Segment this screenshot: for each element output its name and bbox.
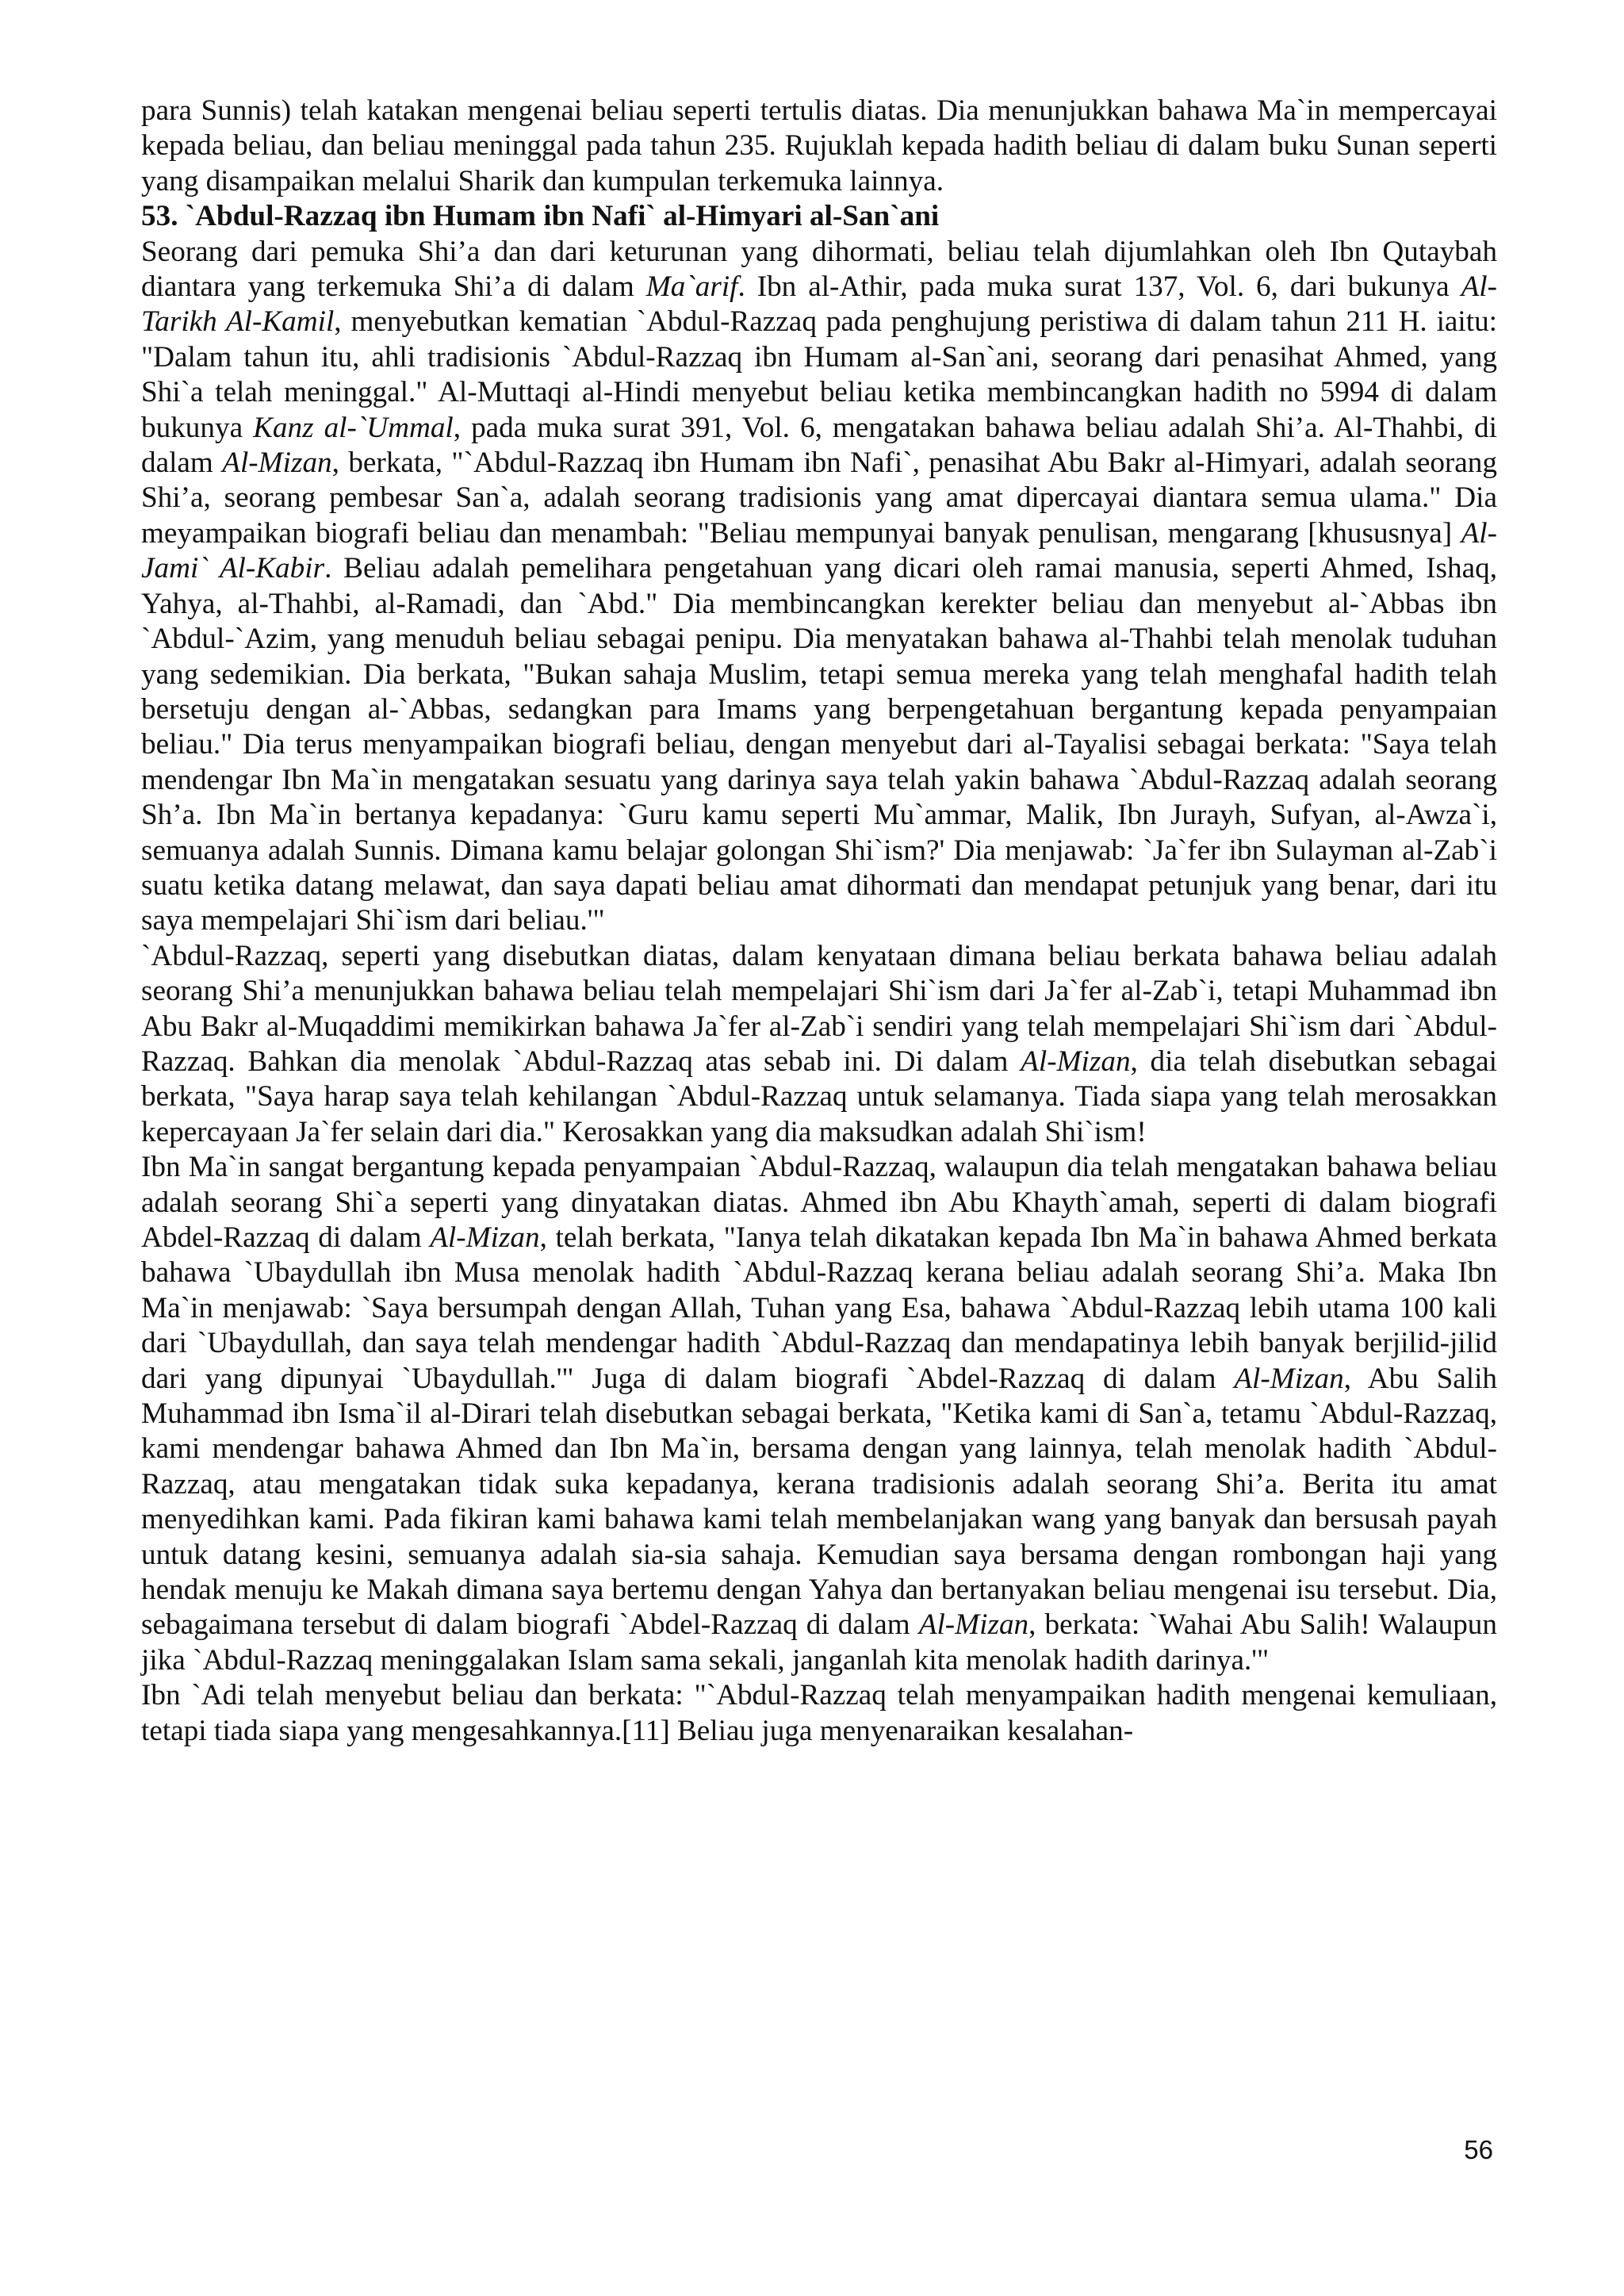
paragraph-text: , Abu Salih Muhammad ibn Isma`il al-Dirari telah disebutkan sebagai berkata, "Ketika kami di San`a, tetamu `Abdul-Razzaq, kami mendengar bahawa Ahmed dan Ibn Ma`in, bersama dengan yang lainnya, telah menolak hadith `Abdul-Razzaq, atau mengatakan tidak suka kepadanya, kerana tradisionis adalah seorang Shi’a. Berita itu amat menyedihkan kami. Pada fikiran kami bahawa kami telah membelanjakan wang yang banyak dan bersusah payah untuk datang kesini, semuanya adalah sia-sia sahaja. Kemudian saya bersama dengan rombongan haji yang hendak menuju ke Makah dimana saya bertemu dengan Yahya dan bertanyakan beliau mengenai isu tersebut. Dia, sebagaimana tersebut di dalam biografi `Abdel-Razzaq di dalam (141, 1362, 1498, 1642)
page-number: 56 (1464, 2135, 1493, 2164)
paragraph-text: para Sunnis) telah katakan mengenai beliau seperti tertulis diatas. Dia menunjukkan bahawa Ma`in mempercayai kepada beliau, dan beliau meninggal pada tahun 235. Rujuklah kepada hadith beliau di dalam buku Sunan seperti yang disampaikan melalui Sharik dan kumpulan terkemuka lainnya. (141, 94, 1497, 197)
paragraph-text: , telah berkata, "Ianya telah dikatakan kepada Ibn Ma`in bahawa Ahmed berkata bahawa `Ubaydullah ibn Musa menolak hadith `Abdul-Razzaq kerana beliau adalah seorang Shi’a. Maka Ibn Ma`in menjawab: `Saya bersumpah dengan Allah, Tuhan yang Esa, bahawa `Abdul-Razzaq lebih utama 100 kali dari `Ubaydullah, dan saya telah mendengar hadith `Abdul-Razzaq dan mendapatinya lebih banyak berjilid-jilid dari yang dipunyai `Ubaydullah.'" Juga di dalam biografi `Abdel-Razzaq di dalam (141, 1221, 1497, 1395)
paragraph-text: Ibn Ma`in sangat bergantung kepada penyampaian `Abdul-Razzaq, walaupun dia telah mengatakan bahawa beliau adalah seorang Shi`a seperti yang dinyatakan diatas. Ahmed ibn Abu Khayth`amah, seperti di dalam biografi Abdel-Razzaq di dalam (141, 1151, 1497, 1254)
paragraph-text: , berkata: `Wahai Abu Salih! Walaupun jika `Abdul-Razzaq meninggalakan Islam sama sekali, janganlah kita menolak hadith darinya.'" (141, 1608, 1497, 1677)
paragraph-4 (141, 1678, 1497, 1749)
paragraph-intro (141, 94, 1497, 199)
book-title: Al-Mizan (1234, 1362, 1344, 1395)
book-title: Al-Mizan (1021, 1045, 1131, 1078)
paragraph-2 (141, 939, 1497, 1150)
paragraph-text: . Ibn al-Athir, pada muka surat 137, Vol. 6, dari bukunya (737, 270, 1461, 304)
book-title: Al-Mizan (430, 1221, 540, 1254)
book-title: Al-Mizan (222, 447, 332, 480)
book-title: Ma`arif (645, 270, 738, 304)
paragraph-text: Seorang dari pemuka Shi’a dan dari keturunan yang dihormati, beliau telah dijumlahkan oleh Ibn Qutaybah diantara yang terkemuka Shi’a di dalam (141, 235, 1497, 304)
paragraph-text: , berkata, "`Abdul-Razzaq ibn Humam ibn Nafi`, penasihat Abu Bakr al-Himyari, adalah seorang Shi’a, seorang pembesar San`a, adalah seorang tradisionis yang amat dipercayai diantara semua ulama." Dia meyampaikan biografi beliau dan menambah: "Beliau mempunyai banyak penulisan, mengarang [khususnya] (141, 447, 1497, 550)
book-title: Al-Tarikh Al-Kamil (141, 270, 1498, 339)
book-title: Al-Jami` Al-Kabir (141, 516, 1497, 585)
paragraph-text: , pada muka surat 391, Vol. 6, mengatakan bahawa beliau adalah Shi’a. Al-Thahbi, di dalam (141, 411, 1497, 480)
paragraph-1 (141, 235, 1497, 939)
book-title: Kanz al-`Ummal (253, 411, 454, 444)
paragraph-text: , menyebutkan kematian `Abdul-Razzaq pada penghujung peristiwa di dalam tahun 211 H. iaitu: "Dalam tahun itu, ahli tradisionis `Abdul-Razzaq ibn Humam al-San`ani, seorang dari penasihat Ahmed, yang Shi`a telah meninggal." Al-Muttaqi al-Hindi menyebut beliau ketika membincangkan hadith no 5994 di dalam bukunya (141, 305, 1497, 444)
section-heading: 53. `Abdul-Razzaq ibn Humam ibn Nafi` al-Himyari al-San`ani (141, 200, 940, 233)
book-title: Al-Mizan (918, 1608, 1029, 1642)
paragraph-text: `Abdul-Razzaq, seperti yang disebutkan diatas, dalam kenyataan dimana beliau berkata bahawa beliau adalah seorang Shi’a menunjukkan bahawa beliau telah mempelajari Shi`ism dari Ja`fer al-Zab`i, tetapi Muhammad ibn Abu Bakr al-Muqaddimi memikirkan bahawa Ja`fer al-Zab`i sendiri yang telah mempelajari Shi`ism dari `Abdul-Razzaq. Bahkan dia menolak `Abdul-Razzaq atas sebab ini. Di dalam (141, 939, 1497, 1078)
paragraph-text: . Beliau adalah pemelihara pengetahuan yang dicari oleh ramai manusia, seperti Ahmed, Ishaq, Yahya, al-Thahbi, al-Ramadi, dan `Abd." Dia membincangkan kerekter beliau dan menyebut al-`Abbas ibn `Abdul-`Azim, yang menuduh beliau sebagai penipu. Dia menyatakan bahawa al-Thahbi telah menolak tuduhan yang sedemikian. Dia berkata, "Bukan sahaja Muslim, tetapi semua mereka yang telah menghafal hadith telah bersetuju dengan al-`Abbas, sedangkan para Imams yang berpengetahuan bergantung kepada penyampaian beliau." Dia terus menyampaikan biografi beliau, dengan menyebut dari al-Tayalisi sebagai berkata: "Saya telah mendengar Ibn Ma`in mengatakan sesuatu yang darinya saya telah yakin bahawa `Abdul-Razzaq adalah seorang Sh’a. Ibn Ma`in bertanya kepadanya: `Guru kamu seperti Mu`ammar, Malik, Ibn Jurayh, Sufyan, al-Awza`i, semuanya adalah Sunnis. Dimana kamu belajar golongan Shi`ism?' Dia menjawab: `Ja`fer ibn Sulayman al-Zab`i suatu ketika datang melawat, dan saya dapati beliau amat dihormati dan mendapat petunjuk yang benar, dari itu saya mempelajari Shi`ism dari beliau.'" (141, 552, 1497, 937)
document-body (141, 94, 1497, 1749)
paragraph-text: , dia telah disebutkan sebagai berkata, "Saya harap saya telah kehilangan `Abdul-Razzaq untuk selamanya. Tiada siapa yang telah merosakkan kepercayaan Ja`fer selain dari dia." Kerosakkan yang dia maksudkan adalah Shi`ism! (141, 1045, 1498, 1148)
paragraph-3 (141, 1150, 1497, 1678)
paragraph-text: Ibn `Adi telah menyebut beliau dan berkata: "`Abdul-Razzaq telah menyampaikan hadith mengenai kemuliaan, tetapi tiada siapa yang mengesahkannya.[11] Beliau juga menyenaraikan kesalahan- (141, 1679, 1497, 1747)
